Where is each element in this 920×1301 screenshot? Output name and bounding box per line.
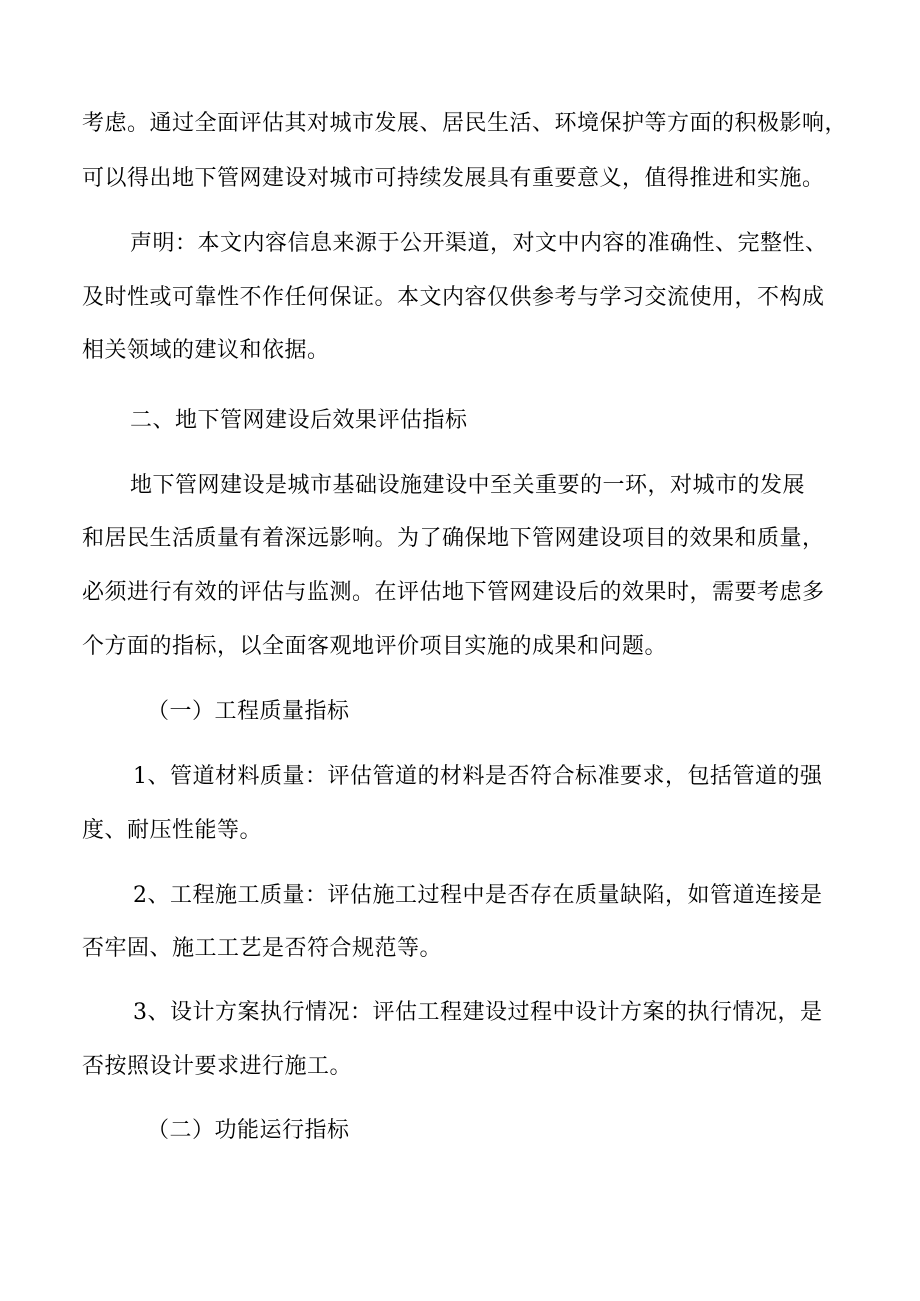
subsection-heading: （二）功能运行指标 <box>147 1118 350 1143</box>
list-item-line: 度、耐压性能等。 <box>82 818 263 843</box>
section-heading: 二、地下管网建设后效果评估指标 <box>130 408 468 433</box>
paragraph-line: 和居民生活质量有着深远影响。为了确保地下管网建设项目的效果和质量， <box>82 526 825 551</box>
paragraph-line: 可以得出地下管网建设对城市可持续发展具有重要意义，值得推进和实施。 <box>82 166 825 191</box>
disclaimer-line: 声明：本文内容信息来源于公开渠道，对文中内容的准确性、完整性、 <box>130 231 828 256</box>
disclaimer-line: 及时性或可靠性不作任何保证。本文内容仅供参考与学习交流使用，不构成 <box>82 285 825 310</box>
paragraph-line: 地下管网建设是城市基础设施建设中至关重要的一环，对城市的发展 <box>130 473 806 498</box>
list-item-line: 3、设计方案执行情况：评估工程建设过程中设计方案的执行情况，是 <box>133 1000 823 1025</box>
paragraph-line: 考虑。通过全面评估其对城市发展、居民生活、环境保护等方面的积极影响， <box>82 111 848 136</box>
list-item-line: 2、工程施工质量：评估施工过程中是否存在质量缺陷，如管道连接是 <box>133 883 823 908</box>
list-item-line: 否牢固、施工工艺是否符合规范等。 <box>82 936 443 961</box>
list-item-line: 1、管道材料质量：评估管道的材料是否符合标准要求，包括管道的强 <box>133 764 823 789</box>
subsection-heading: （一）工程质量指标 <box>147 699 350 724</box>
list-item-line: 否按照设计要求进行施工。 <box>82 1054 353 1079</box>
paragraph-line: 个方面的指标，以全面客观地评价项目实施的成果和问题。 <box>82 634 668 659</box>
disclaimer-line: 相关领域的建议和依据。 <box>82 338 330 363</box>
paragraph-line: 必须进行有效的评估与监测。在评估地下管网建设后的效果时，需要考虑多 <box>82 580 825 605</box>
